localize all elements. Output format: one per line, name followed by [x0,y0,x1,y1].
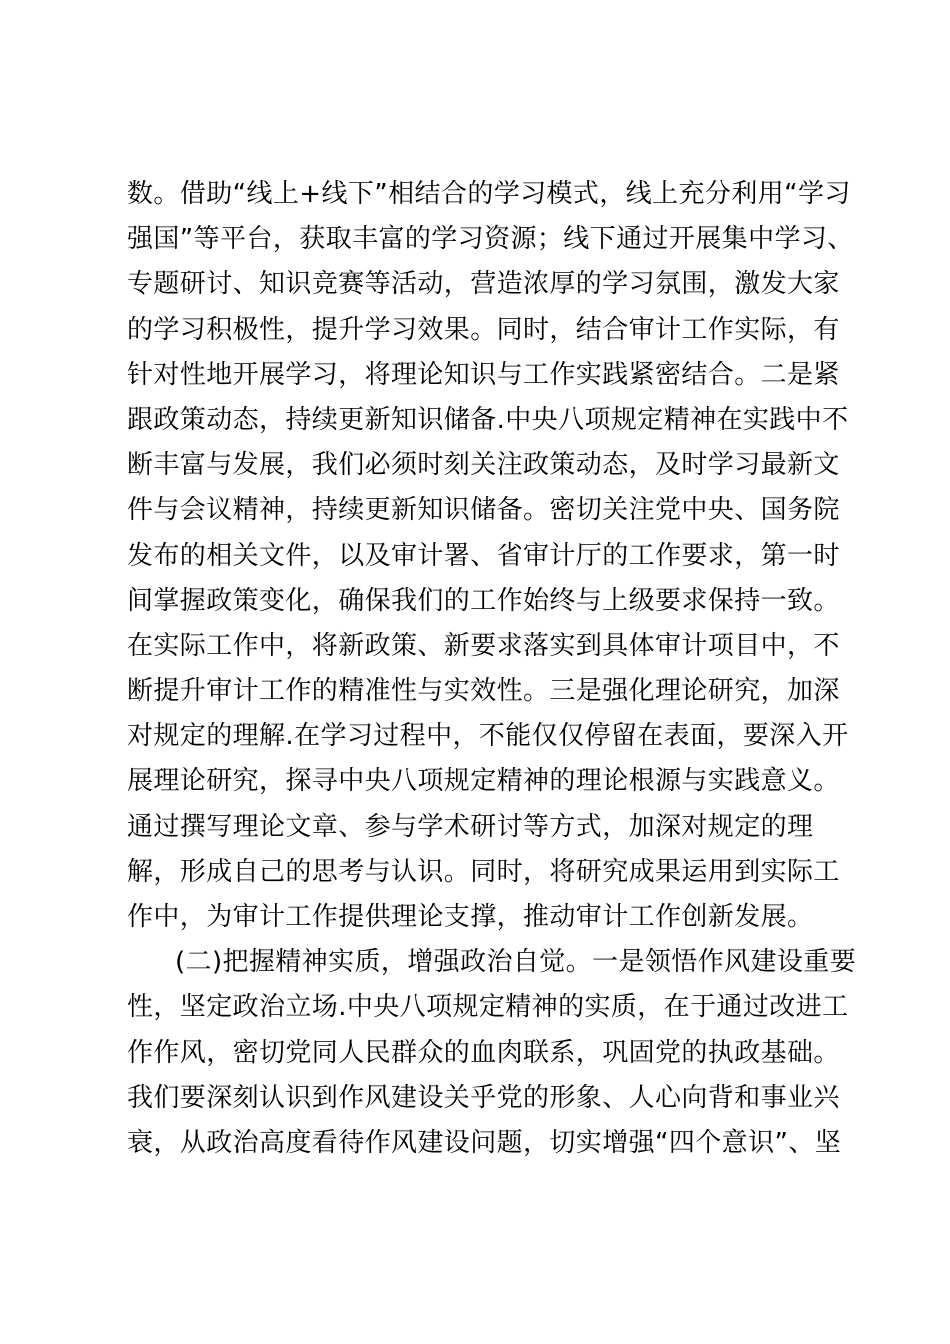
text-line: 强国”等平台，获取丰富的学习资源；线下通过开展集中学习、 [127,224,854,255]
section-heading-line: (二)把握精神实质，增强政治自觉。一是领悟作风建设重要 [175,947,857,978]
text-line: 件与会议精神，持续更新知识储备。密切关注党中央、国务院 [127,495,840,526]
text-line: 数。借助“线上+线下”相结合的学习模式，线上充分利用“学习 [127,179,851,209]
text-line: 性，坚定政治立场.中央八项规定精神的实质，在于通过改进工 [127,992,849,1023]
text-line: 间掌握政策变化，确保我们的工作始终与上级要求保持一致。 [127,585,840,616]
text-line: 作作风，密切党同人民群众的血肉联系，巩固党的执政基础。 [127,1037,840,1068]
text-line: 在实际工作中，将新政策、新要求落实到具体审计项目中，不 [127,630,840,661]
body-text [127,172,857,1166]
text-line: 针对性地开展学习，将理论知识与工作实践紧密结合。二是紧 [127,359,840,390]
text-line: 断丰富与发展，我们必须时刻关注政策动态，及时学习最新文 [127,450,840,481]
text-line: 我们要深刻认识到作风建设关乎党的形象、人心向背和事业兴 [127,1082,840,1113]
text-line: 对规定的理解.在学习过程中，不能仅仅停留在表面，要深入开 [127,721,849,752]
text-line: 断提升审计工作的精准性与实效性。三是强化理论研究，加深 [127,676,840,707]
text-line: 发布的相关文件，以及审计署、省审计厅的工作要求，第一时 [127,540,840,571]
text-line: 衰，从政治高度看待作风建设问题，切实增强“四个意识”、坚 [127,1127,842,1158]
text-line: 解，形成自己的思考与认识。同时，将研究成果运用到实际工 [127,856,840,887]
text-line: 作中，为审计工作提供理论支撑，推动审计工作创新发展。 [127,902,814,932]
text-line: 通过撰写理论文章、参与学术研讨等方式，加深对规定的理 [127,811,814,842]
text-line: 展理论研究，探寻中央八项规定精神的理论根源与实践意义。 [127,766,840,797]
text-line: 的学习积极性，提升学习效果。同时，结合审计工作实际，有 [127,314,840,345]
text-line: 专题研讨、知识竞赛等活动，营造浓厚的学习氛围，激发大家 [127,269,840,300]
text-line: 跟政策动态，持续更新知识储备.中央八项规定精神在实践中不 [127,404,849,435]
